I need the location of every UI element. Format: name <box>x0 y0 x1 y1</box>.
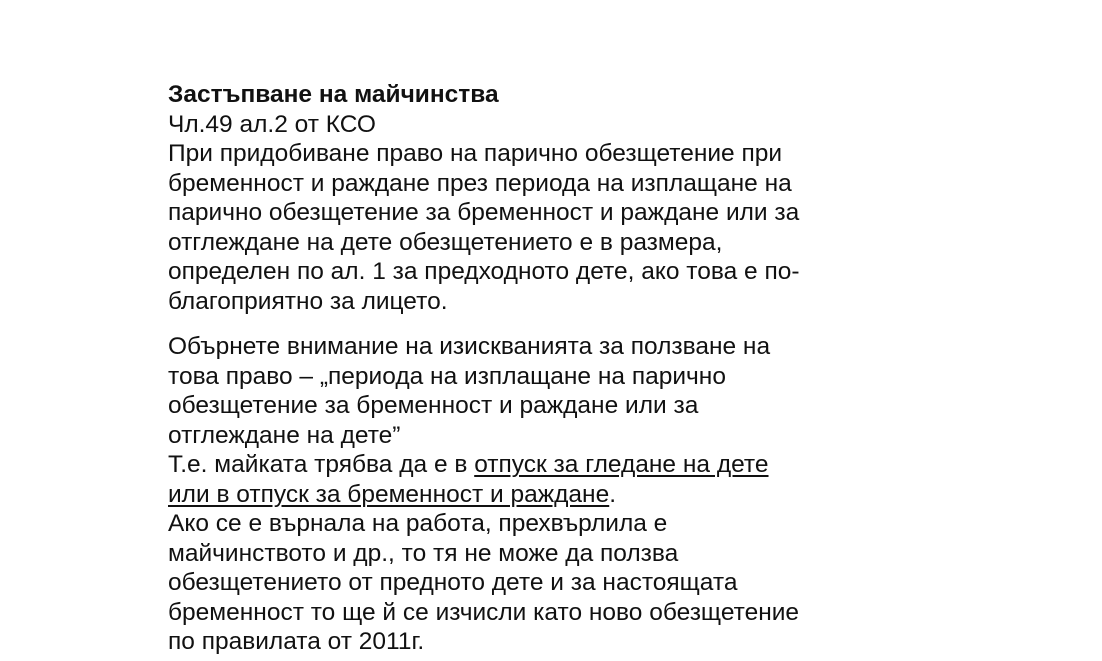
text-line: бременност и раждане през периода на изплащане на <box>168 169 792 197</box>
text-line: това право – „периода на изплащане на парично <box>168 362 726 390</box>
paragraph-law-text <box>168 139 928 316</box>
text-line: парично обезщетение за бременност и раждане или за <box>168 199 800 226</box>
underlined-phrase: или в отпуск за бременност и раждане <box>168 480 610 508</box>
underlined-phrase: отпуск за гледане на дете <box>474 451 769 478</box>
paragraph-gap <box>168 316 928 332</box>
paragraph-explanation <box>168 450 928 509</box>
law-reference: Чл.49 ал.2 от КСО <box>168 110 376 138</box>
text-line: благоприятно за лицето. <box>168 287 448 315</box>
text-line: бременност то ще й се изчисли като ново обезщетение <box>168 598 800 626</box>
text-line: Обърнете внимание на изискванията за ползване на <box>168 333 771 360</box>
text-line: по правилата от 2011г. <box>168 628 425 655</box>
text-line: определен по ал. 1 за предходното дете, ако това е по- <box>168 258 800 285</box>
explanation-suffix: . <box>609 480 617 508</box>
paragraph-attention <box>168 332 928 450</box>
text-line: Ако се е върнала на работа, прехвърлила е <box>168 510 668 537</box>
text-line: отглеждане на дете обезщетението е в размера, <box>168 228 723 256</box>
text-line: отглеждане на дете” <box>168 421 401 449</box>
paragraph-consequence <box>168 509 928 657</box>
document-body <box>168 80 928 657</box>
document-title: Застъпване на майчинства <box>168 81 499 108</box>
text-line: майчинството и др., то тя не може да ползва <box>168 539 679 567</box>
text-line: обезщетението от предното дете и за настоящата <box>168 569 738 596</box>
text-line <box>168 450 928 480</box>
text-line <box>168 480 928 510</box>
explanation-prefix: Т.е. майката трябва да е в <box>168 451 475 478</box>
text-line: При придобиване право на парично обезщетение при <box>168 140 783 167</box>
text-line: обезщетение за бременност и раждане или за <box>168 392 699 419</box>
